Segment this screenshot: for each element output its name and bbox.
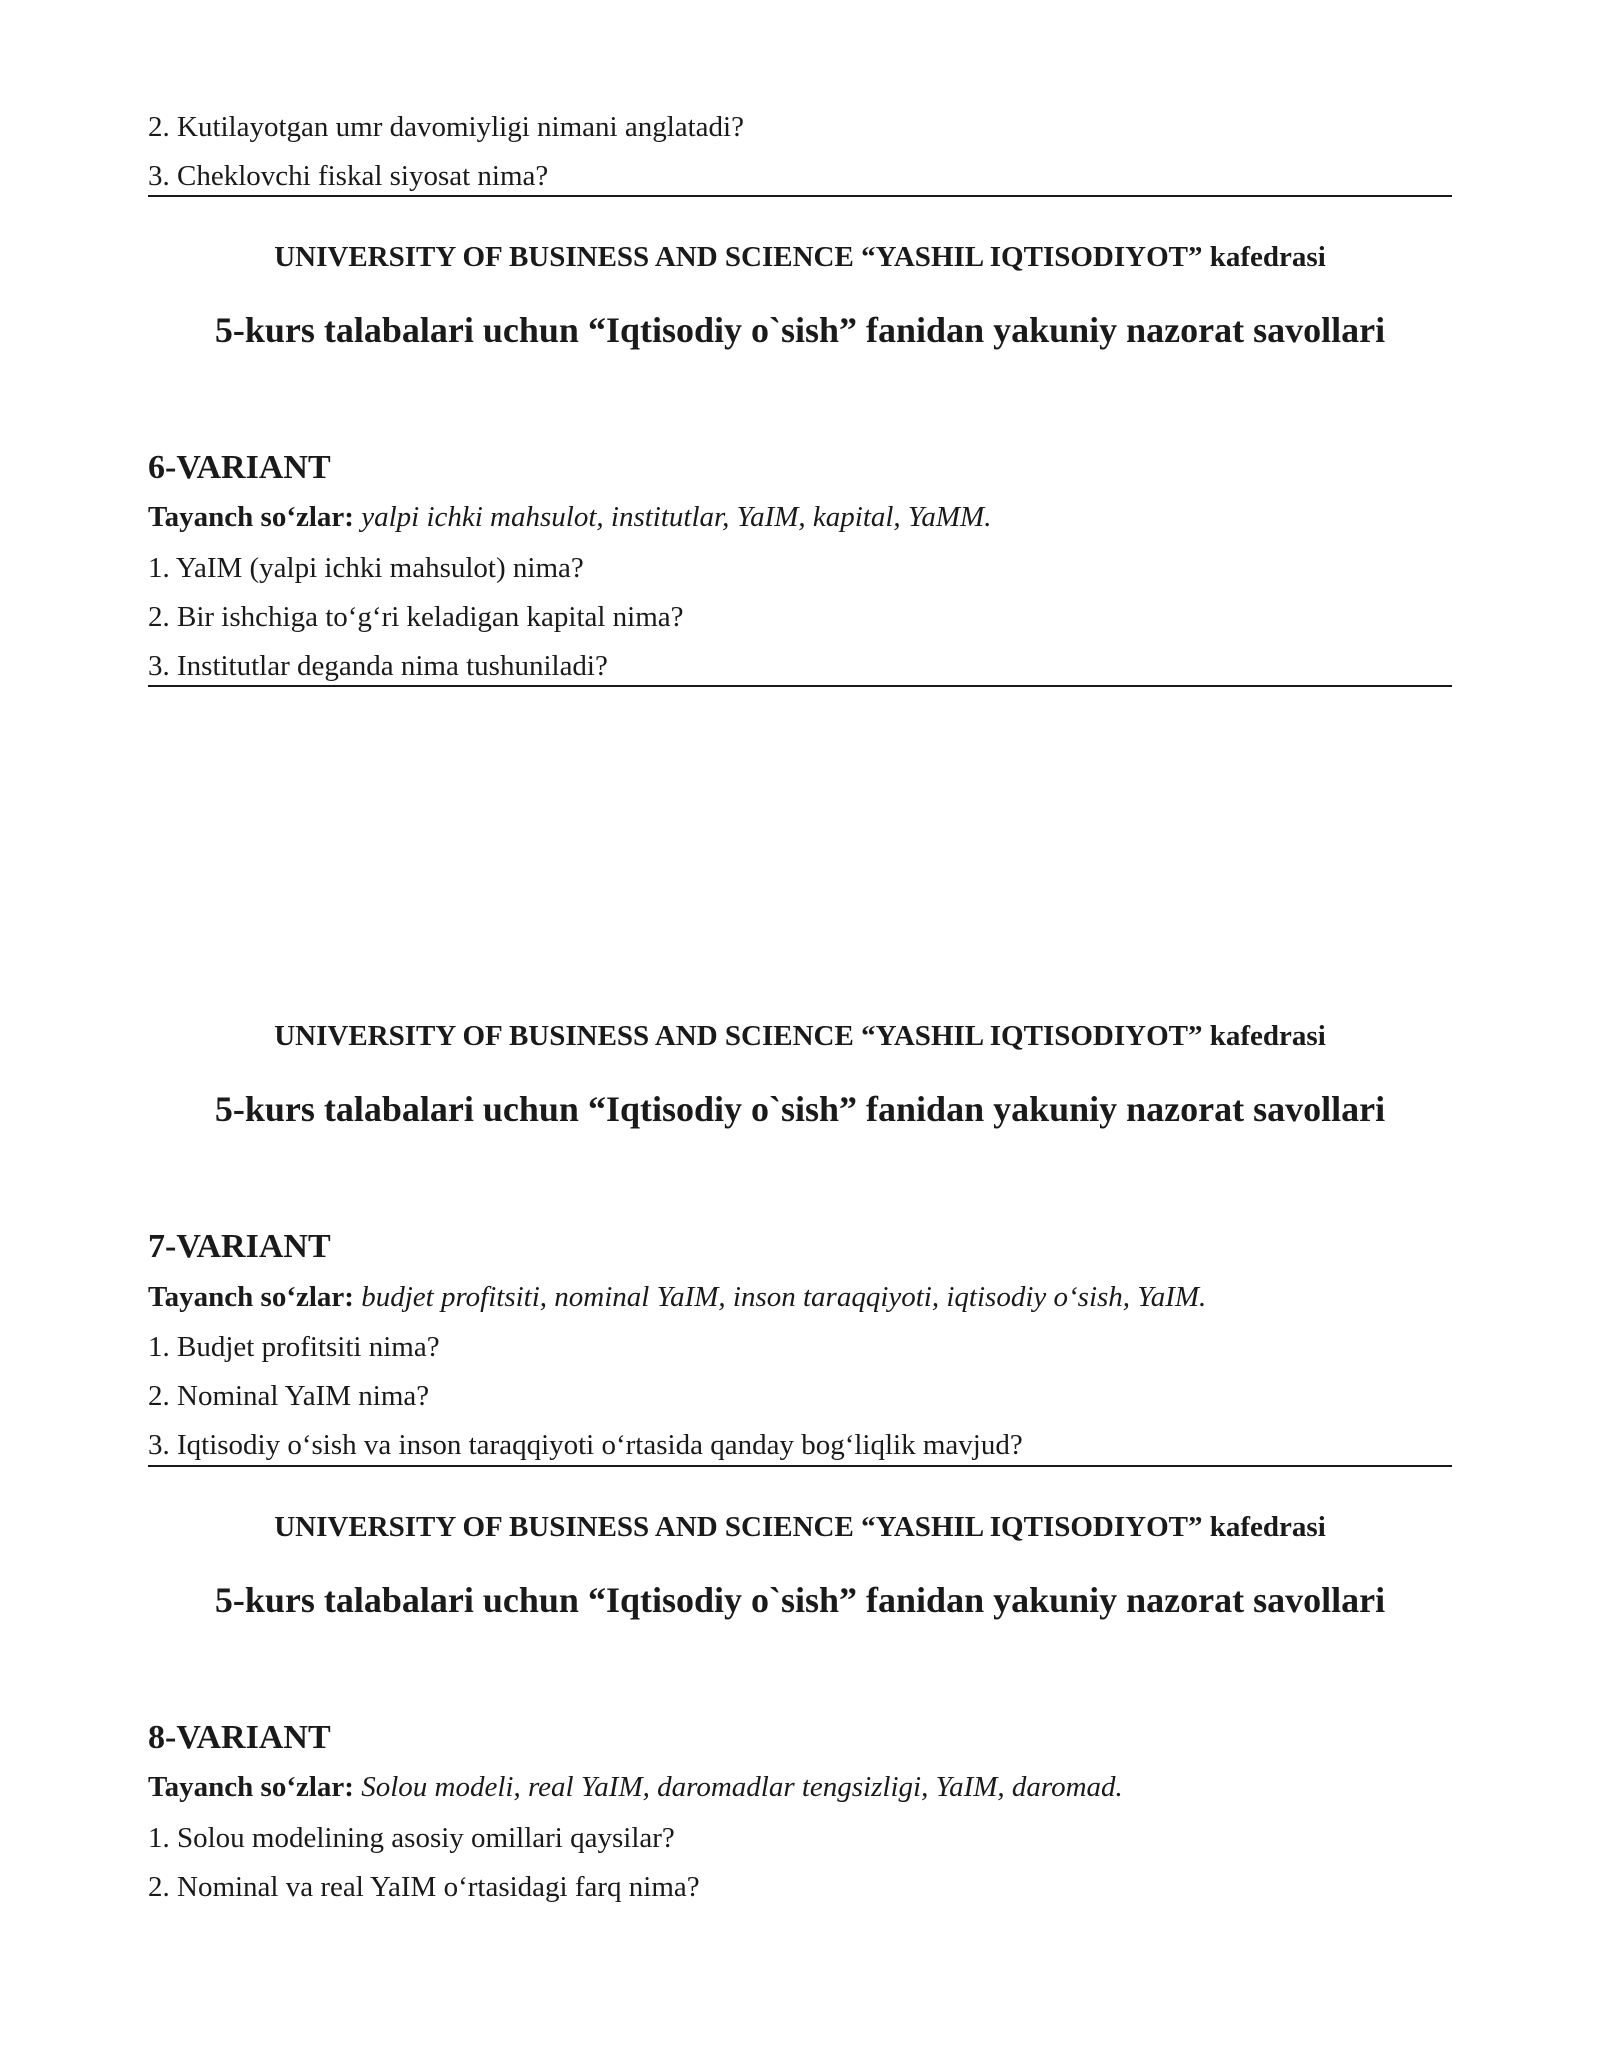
section-divider <box>148 195 1452 197</box>
department-heading: UNIVERSITY OF BUSINESS AND SCIENCE “YASHIL IQTISODIYOT” kafedrasi <box>274 1020 1326 1052</box>
variant-heading: 7-VARIANT <box>148 1228 331 1265</box>
document-page <box>148 0 1452 2070</box>
exam-title: 5-kurs talabalari uchun “Iqtisodiy o`sish” fanidan yakuniy nazorat savollari <box>214 1580 1386 1620</box>
question-item: 1. Solou modelining asosiy omillari qaysilar? <box>148 1822 675 1854</box>
keywords-text: yalpi ichki mahsulot, institutlar, YaIM, kapital, YaMM. <box>361 501 992 533</box>
keywords-line <box>148 497 991 537</box>
question-item: 2. Bir ishchiga to‘g‘ri keladigan kapital nima? <box>148 601 684 633</box>
question-item: 3. Iqtisodiy o‘sish va inson taraqqiyoti o‘rtasida qanday bog‘liqlik mavjud? <box>148 1429 1023 1461</box>
variant-heading: 8-VARIANT <box>148 1719 331 1756</box>
section-divider <box>148 685 1452 687</box>
question-item: 2. Kutilayotgan umr davomiyligi nimani anglatadi? <box>148 111 744 143</box>
keywords-label: Tayanch so‘zlar: <box>148 1281 354 1313</box>
question-item: 1. Budjet profitsiti nima? <box>148 1331 440 1363</box>
department-heading: UNIVERSITY OF BUSINESS AND SCIENCE “YASHIL IQTISODIYOT” kafedrasi <box>274 241 1326 273</box>
question-item: 2. Nominal YaIM nima? <box>148 1380 430 1412</box>
question-item: 1. YaIM (yalpi ichki mahsulot) nima? <box>148 552 584 584</box>
keywords-label: Tayanch so‘zlar: <box>148 1771 354 1803</box>
question-item: 2. Nominal va real YaIM o‘rtasidagi farq nima? <box>148 1871 700 1903</box>
question-item: 3. Institutlar deganda nima tushuniladi? <box>148 650 608 682</box>
section-divider <box>148 1465 1452 1467</box>
question-item: 3. Cheklovchi fiskal siyosat nima? <box>148 160 549 192</box>
keywords-text: Solou modeli, real YaIM, daromadlar tengsizligi, YaIM, daromad. <box>361 1771 1123 1803</box>
keywords-line <box>148 1767 1123 1807</box>
variant-heading: 6-VARIANT <box>148 449 331 486</box>
keywords-label: Tayanch so‘zlar: <box>148 501 354 533</box>
department-heading: UNIVERSITY OF BUSINESS AND SCIENCE “YASHIL IQTISODIYOT” kafedrasi <box>274 1511 1326 1543</box>
exam-title: 5-kurs talabalari uchun “Iqtisodiy o`sish” fanidan yakuniy nazorat savollari <box>214 310 1386 350</box>
keywords-text: budjet profitsiti, nominal YaIM, inson taraqqiyoti, iqtisodiy o‘sish, YaIM. <box>361 1281 1207 1313</box>
exam-title: 5-kurs talabalari uchun “Iqtisodiy o`sish” fanidan yakuniy nazorat savollari <box>214 1089 1386 1129</box>
keywords-line <box>148 1277 1206 1317</box>
